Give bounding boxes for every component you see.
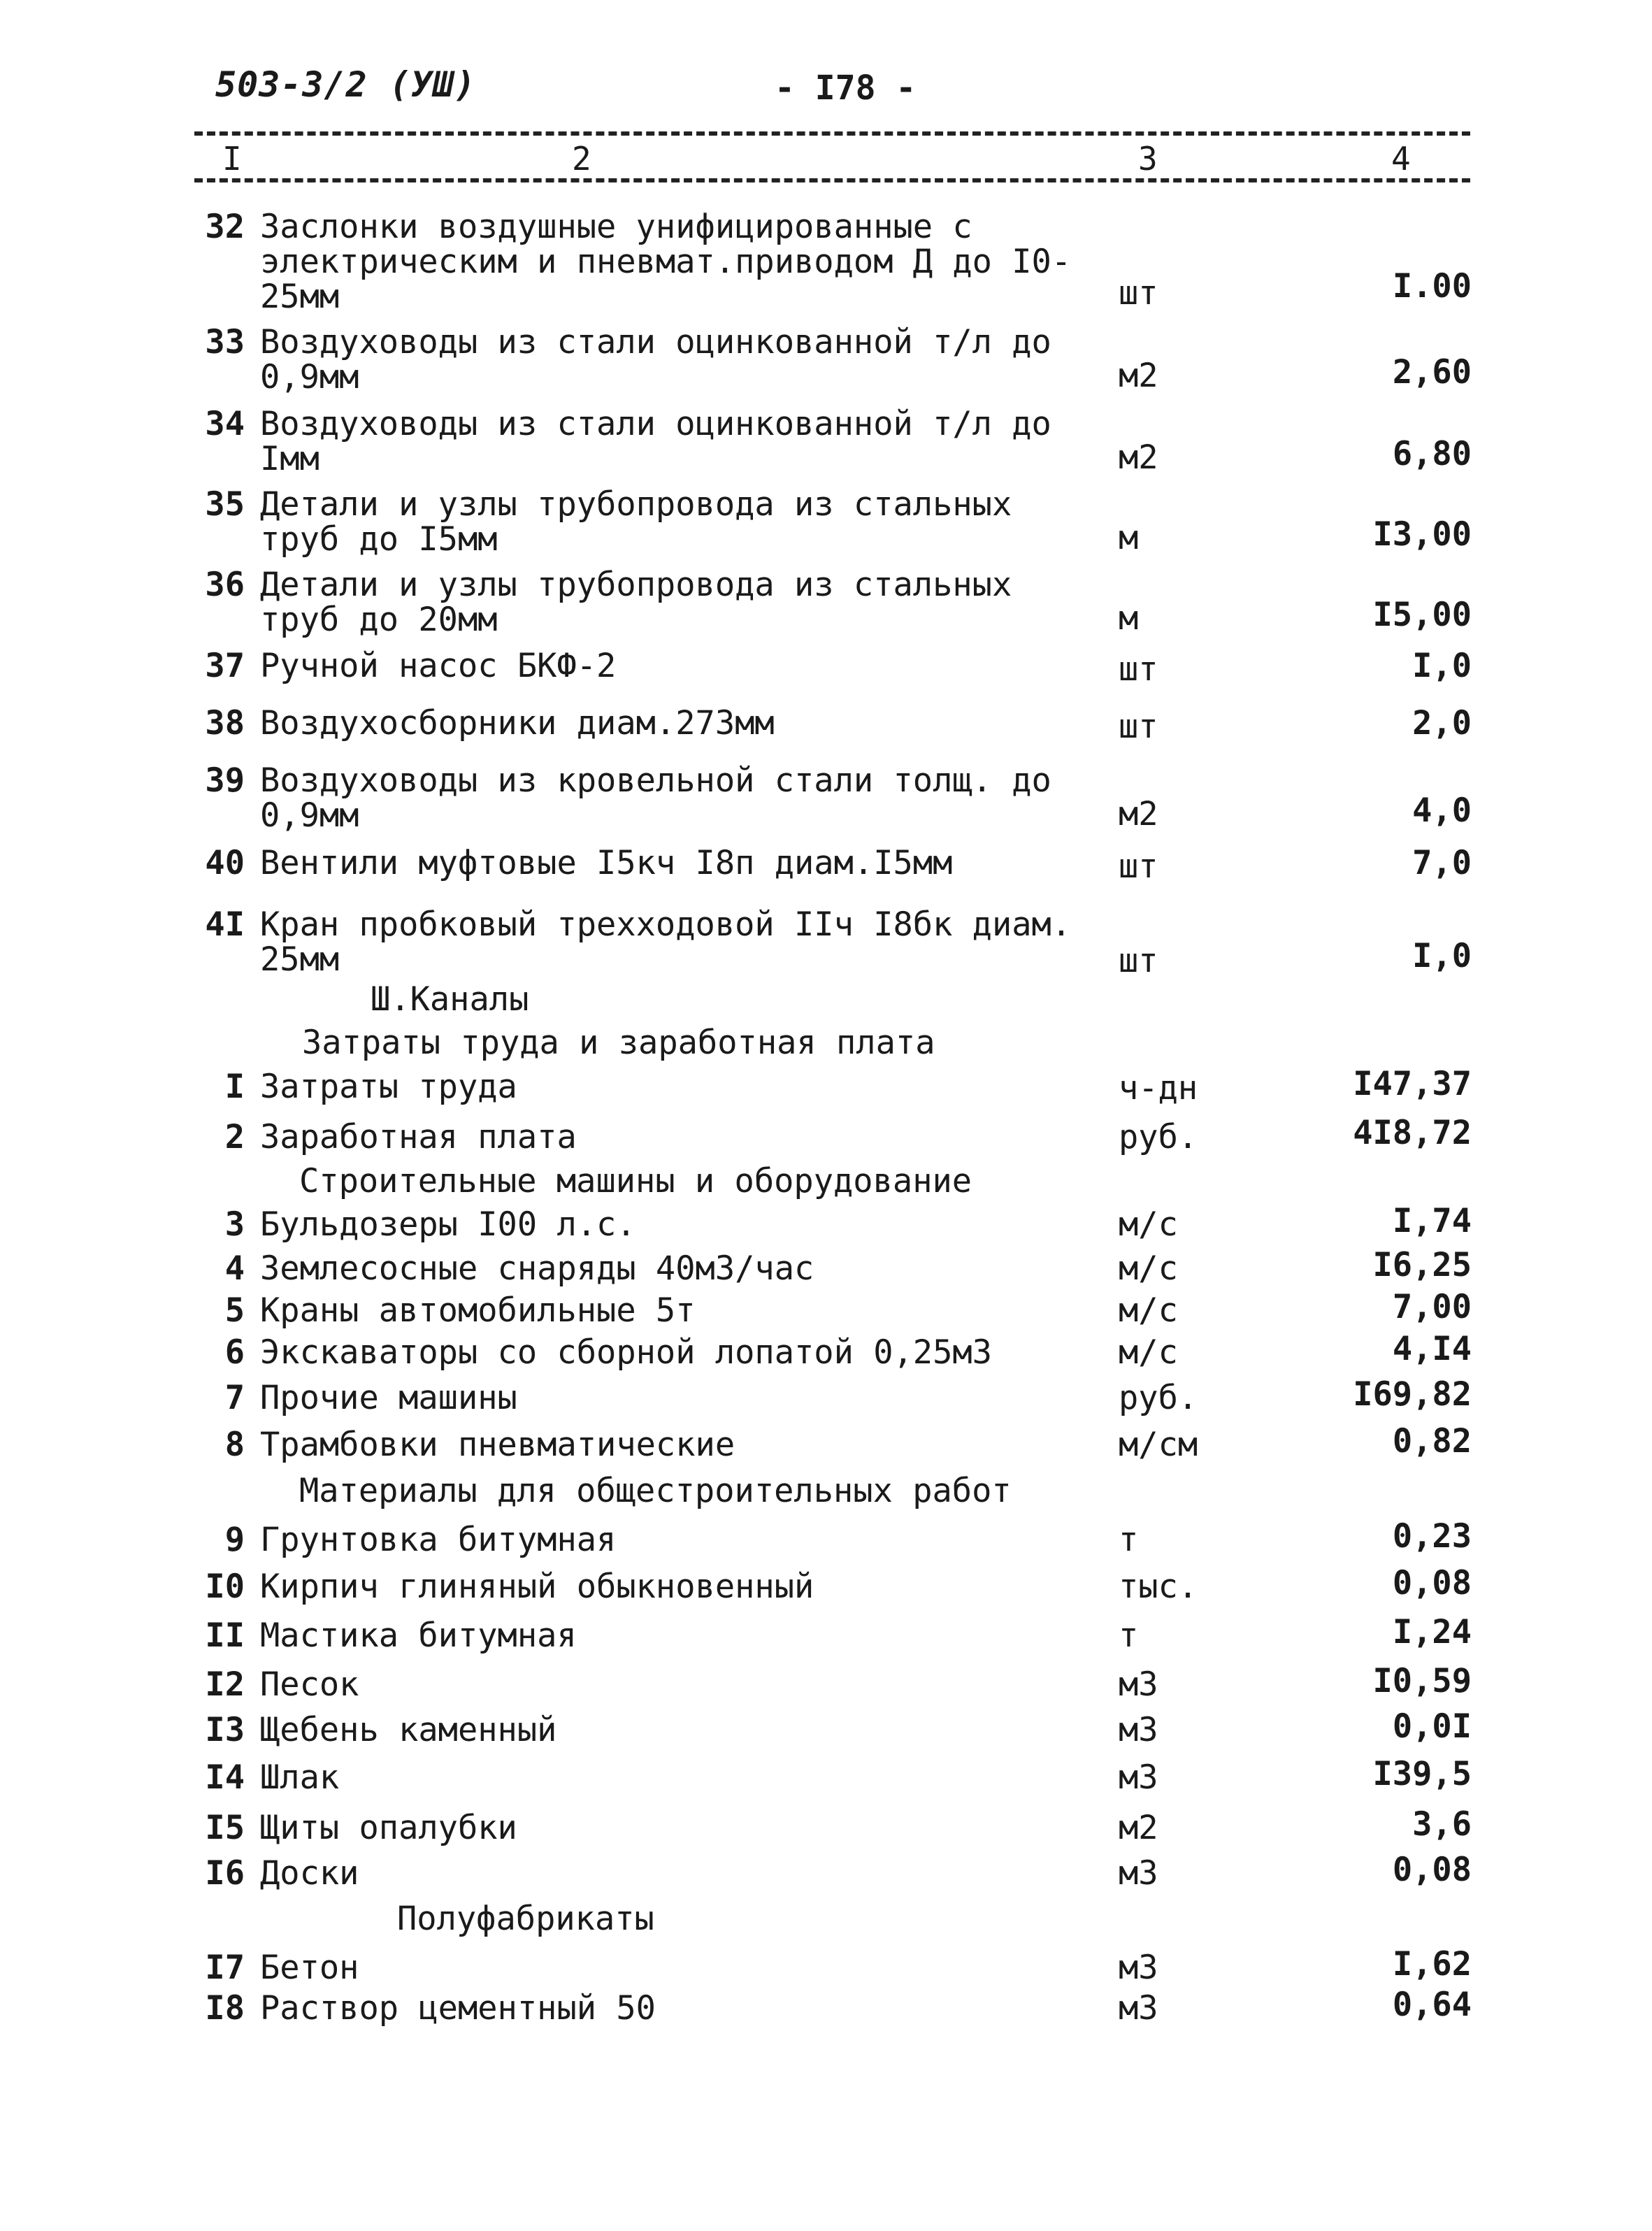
row-number: I0 (205, 1568, 245, 1606)
row-unit: м3 (1119, 1989, 1158, 2028)
row-unit: м2 (1119, 438, 1158, 477)
row-unit: м/с (1119, 1333, 1178, 1372)
row-number: 6 (224, 1333, 245, 1372)
row-quantity: I,24 (1392, 1613, 1472, 1651)
header-divider-bottom (194, 178, 1470, 182)
row-name: Воздуховоды из кровельной стали толщ. до 0,9мм (260, 761, 1072, 835)
row-name: Песок (260, 1665, 359, 1704)
row-quantity: 7,00 (1392, 1288, 1472, 1326)
row-quantity: 0,64 (1392, 1986, 1472, 2024)
header-divider-top (194, 131, 1470, 136)
row-name: Щиты опалубки (260, 1809, 517, 1847)
row-unit: м3 (1119, 1949, 1158, 1987)
row-quantity: 0,0I (1392, 1707, 1472, 1746)
row-quantity: I,0 (1412, 647, 1472, 685)
row-name: Затраты труда (260, 1068, 517, 1106)
row-quantity: 4,0 (1412, 791, 1472, 830)
row-quantity: I,74 (1392, 1202, 1472, 1240)
row-quantity: I,62 (1392, 1945, 1472, 1983)
row-number: I7 (205, 1949, 245, 1987)
row-unit: м3 (1119, 1758, 1158, 1797)
row-name: Ручной насос БКФ-2 (260, 647, 617, 685)
row-unit: шт (1119, 274, 1158, 313)
section-title: Затраты труда и заработная плата (302, 1024, 935, 1062)
page-number: - I78 - (775, 69, 917, 108)
row-unit: м3 (1119, 1665, 1158, 1704)
row-quantity: 4,I4 (1392, 1330, 1472, 1368)
row-unit: м3 (1119, 1711, 1158, 1749)
row-name: Грунтовка битумная (260, 1521, 617, 1559)
section-title: Материалы для общестроительных работ (299, 1472, 1012, 1510)
row-quantity: 7,0 (1412, 844, 1472, 882)
row-unit: т (1119, 1521, 1139, 1559)
row-number: 40 (205, 844, 245, 882)
row-unit: шт (1119, 942, 1158, 980)
row-number: 38 (205, 704, 245, 743)
column-header-3: 3 (1138, 140, 1158, 178)
row-name: Воздухосборники диам.273мм (260, 704, 775, 743)
row-quantity: I6,25 (1372, 1246, 1472, 1284)
row-quantity: I.00 (1392, 267, 1472, 306)
row-number: 32 (205, 208, 245, 246)
column-header-4: 4 (1391, 140, 1411, 178)
row-name: Заработная плата (260, 1118, 577, 1156)
row-number: 3 (224, 1205, 245, 1244)
row-unit: тыс. (1119, 1568, 1198, 1606)
row-quantity: I69,82 (1353, 1375, 1472, 1414)
column-header-2: 2 (572, 140, 591, 178)
row-name: Кран пробковый трехходовой IIч I8бк диам. 25мм (260, 905, 1091, 979)
section-title: Ш.Каналы (371, 980, 529, 1019)
row-name: Мастика битумная (260, 1616, 577, 1655)
row-quantity: 3,6 (1412, 1805, 1472, 1844)
row-number: 35 (205, 485, 245, 524)
row-quantity: 0,23 (1392, 1517, 1472, 1556)
row-number: 33 (205, 323, 245, 361)
row-unit: м3 (1119, 1854, 1158, 1893)
row-unit: шт (1119, 650, 1158, 689)
row-number: 4 (224, 1249, 245, 1288)
row-quantity: I0,59 (1372, 1662, 1472, 1700)
row-number: 9 (224, 1521, 245, 1559)
row-quantity: 4I8,72 (1353, 1114, 1472, 1152)
row-name: Бетон (260, 1949, 359, 1987)
row-number: II (205, 1616, 245, 1655)
row-number: I5 (205, 1809, 245, 1847)
row-quantity: I39,5 (1372, 1755, 1472, 1793)
row-name: Щебень каменный (260, 1711, 557, 1749)
row-name: Землесосные снаряды 40м3/час (260, 1249, 814, 1288)
row-quantity: 2,0 (1412, 704, 1472, 743)
section-title: Строительные машины и оборудование (299, 1162, 972, 1200)
row-number: 36 (205, 566, 245, 604)
section-title: Полуфабрикаты (397, 1900, 654, 1938)
row-unit: т (1119, 1616, 1139, 1655)
row-number: 8 (224, 1426, 245, 1464)
row-unit: руб. (1119, 1118, 1198, 1156)
row-unit: шт (1119, 708, 1158, 746)
row-unit: руб. (1119, 1379, 1198, 1417)
row-number: 34 (205, 405, 245, 443)
row-quantity: I5,00 (1372, 596, 1472, 634)
row-number: I2 (205, 1665, 245, 1704)
row-name: Кирпич глиняный обыкновенный (260, 1568, 814, 1606)
row-name: Заслонки воздушные унифицированные с электрическим и пневмат.приводом Д до I0-25мм (260, 208, 1072, 316)
row-quantity: I3,00 (1372, 515, 1472, 554)
row-name: Детали и узлы трубопровода из стальных труб до I5мм (260, 485, 1032, 559)
row-unit: м/см (1119, 1426, 1198, 1464)
row-number: I8 (205, 1989, 245, 2028)
row-number: I3 (205, 1711, 245, 1749)
row-quantity: 2,60 (1392, 353, 1472, 392)
document-code: 503-3/2 (УШ) (215, 64, 477, 105)
row-unit: м/с (1119, 1249, 1178, 1288)
row-quantity: I47,37 (1353, 1065, 1472, 1103)
row-number: 39 (205, 761, 245, 800)
row-unit: м2 (1119, 357, 1158, 395)
row-name: Детали и узлы трубопровода из стальных труб до 20мм (260, 566, 1032, 639)
row-name: Краны автомобильные 5т (260, 1291, 696, 1330)
row-name: Доски (260, 1854, 359, 1893)
row-name: Экскаваторы со сборной лопатой 0,25м3 (260, 1333, 992, 1372)
row-quantity: 0,08 (1392, 1564, 1472, 1602)
row-name: Вентили муфтовые I5кч I8п диам.I5мм (260, 844, 953, 882)
row-name: Раствор цементный 50 (260, 1989, 656, 2028)
row-name: Трамбовки пневматические (260, 1426, 735, 1464)
row-name: Воздуховоды из стали оцинкованной т/л до Iмм (260, 405, 1072, 478)
row-unit: ч-дн (1119, 1069, 1198, 1107)
row-number: I4 (205, 1758, 245, 1797)
row-number: 4I (205, 905, 245, 944)
row-name: Бульдозеры I00 л.с. (260, 1205, 636, 1244)
row-quantity: 0,82 (1392, 1422, 1472, 1461)
row-unit: м (1119, 519, 1139, 557)
row-number: 5 (224, 1291, 245, 1330)
row-name: Воздуховоды из стали оцинкованной т/л до 0,9мм (260, 323, 1072, 396)
row-name: Прочие машины (260, 1379, 517, 1417)
row-number: 2 (224, 1118, 245, 1156)
row-unit: м2 (1119, 1809, 1158, 1847)
row-number: I6 (205, 1854, 245, 1893)
row-number: I (224, 1068, 245, 1106)
column-header-1: I (222, 140, 242, 178)
row-unit: м/с (1119, 1205, 1178, 1244)
row-name: Шлак (260, 1758, 340, 1797)
row-quantity: 6,80 (1392, 435, 1472, 473)
row-unit: м/с (1119, 1291, 1178, 1330)
row-unit: шт (1119, 847, 1158, 886)
row-number: 37 (205, 647, 245, 685)
row-unit: м (1119, 599, 1139, 638)
row-number: 7 (224, 1379, 245, 1417)
row-unit: м2 (1119, 795, 1158, 833)
row-quantity: I,0 (1412, 937, 1472, 975)
row-quantity: 0,08 (1392, 1851, 1472, 1889)
